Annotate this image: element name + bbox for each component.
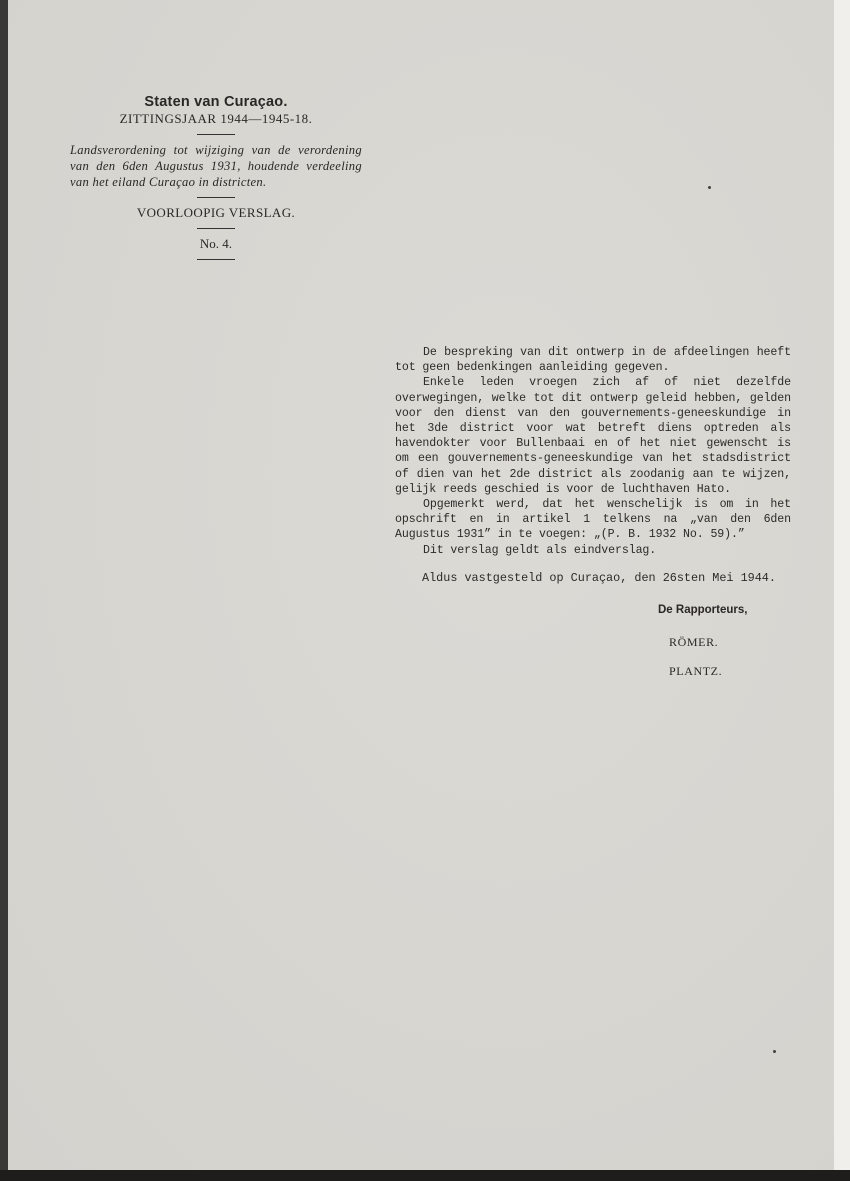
paper-speck [708,186,711,189]
scan-margin-right [834,0,850,1181]
report-body [395,345,791,558]
divider [197,197,235,198]
scan-margin-bottom [0,1170,850,1181]
rapporteur-name: PLANTZ. [669,664,723,678]
divider [197,134,235,135]
document-header [70,94,362,267]
session-year: ZITTINGSJAAR 1944—1945-18. [119,111,313,126]
paper-speck [773,1050,776,1053]
rapporteur-name: RÖMER. [669,635,719,649]
divider [197,228,235,229]
rapporteurs-title: De Rapporteurs, [658,604,748,616]
document-type: VOORLOOPIG VERSLAG. [136,205,296,220]
assembly-title: Staten van Curaçao. [144,94,288,110]
paragraph: Dit verslag geldt als eindverslag. [423,543,657,557]
paragraph: Enkele leden vroegen zich af of niet dezelfde overwegingen, welke tot dit ontwerp geleid hebben, gelden voor den dienst van den gouvernements-geneeskundige in het 3de district voor wat betreft diens optreden als havendokter voor Bullenbaai en of het niet gewenscht is om een gouvernements-geneeskundige van het stadsdistrict of dien van het 2de district als zoodanig aan te wijzen, gelijk reeds geschied is voor de luchthaven Hato. [395,376,791,496]
divider [197,259,235,260]
paragraph: Opgemerkt werd, dat het wenschelijk is om in het opschrift en in artikel 1 telkens na „van den 6den Augustus 1931” in te voegen: „(P. B. 1932 No. 59).” [395,498,791,542]
document-number: No. 4. [199,236,233,251]
paragraph: De bespreking van dit ontwerp in de afdeelingen heeft tot geen bedenkingen aanleiding gegeven. [395,346,791,375]
closing-statement: Aldus vastgesteld op Curaçao, den 26sten Mei 1944. [422,571,776,585]
ordinance-subject: Landsverordening tot wijziging van de verordening van den 6den Augustus 1931, houdende verdeeling van het eiland Curaçao in districten. [70,143,362,189]
